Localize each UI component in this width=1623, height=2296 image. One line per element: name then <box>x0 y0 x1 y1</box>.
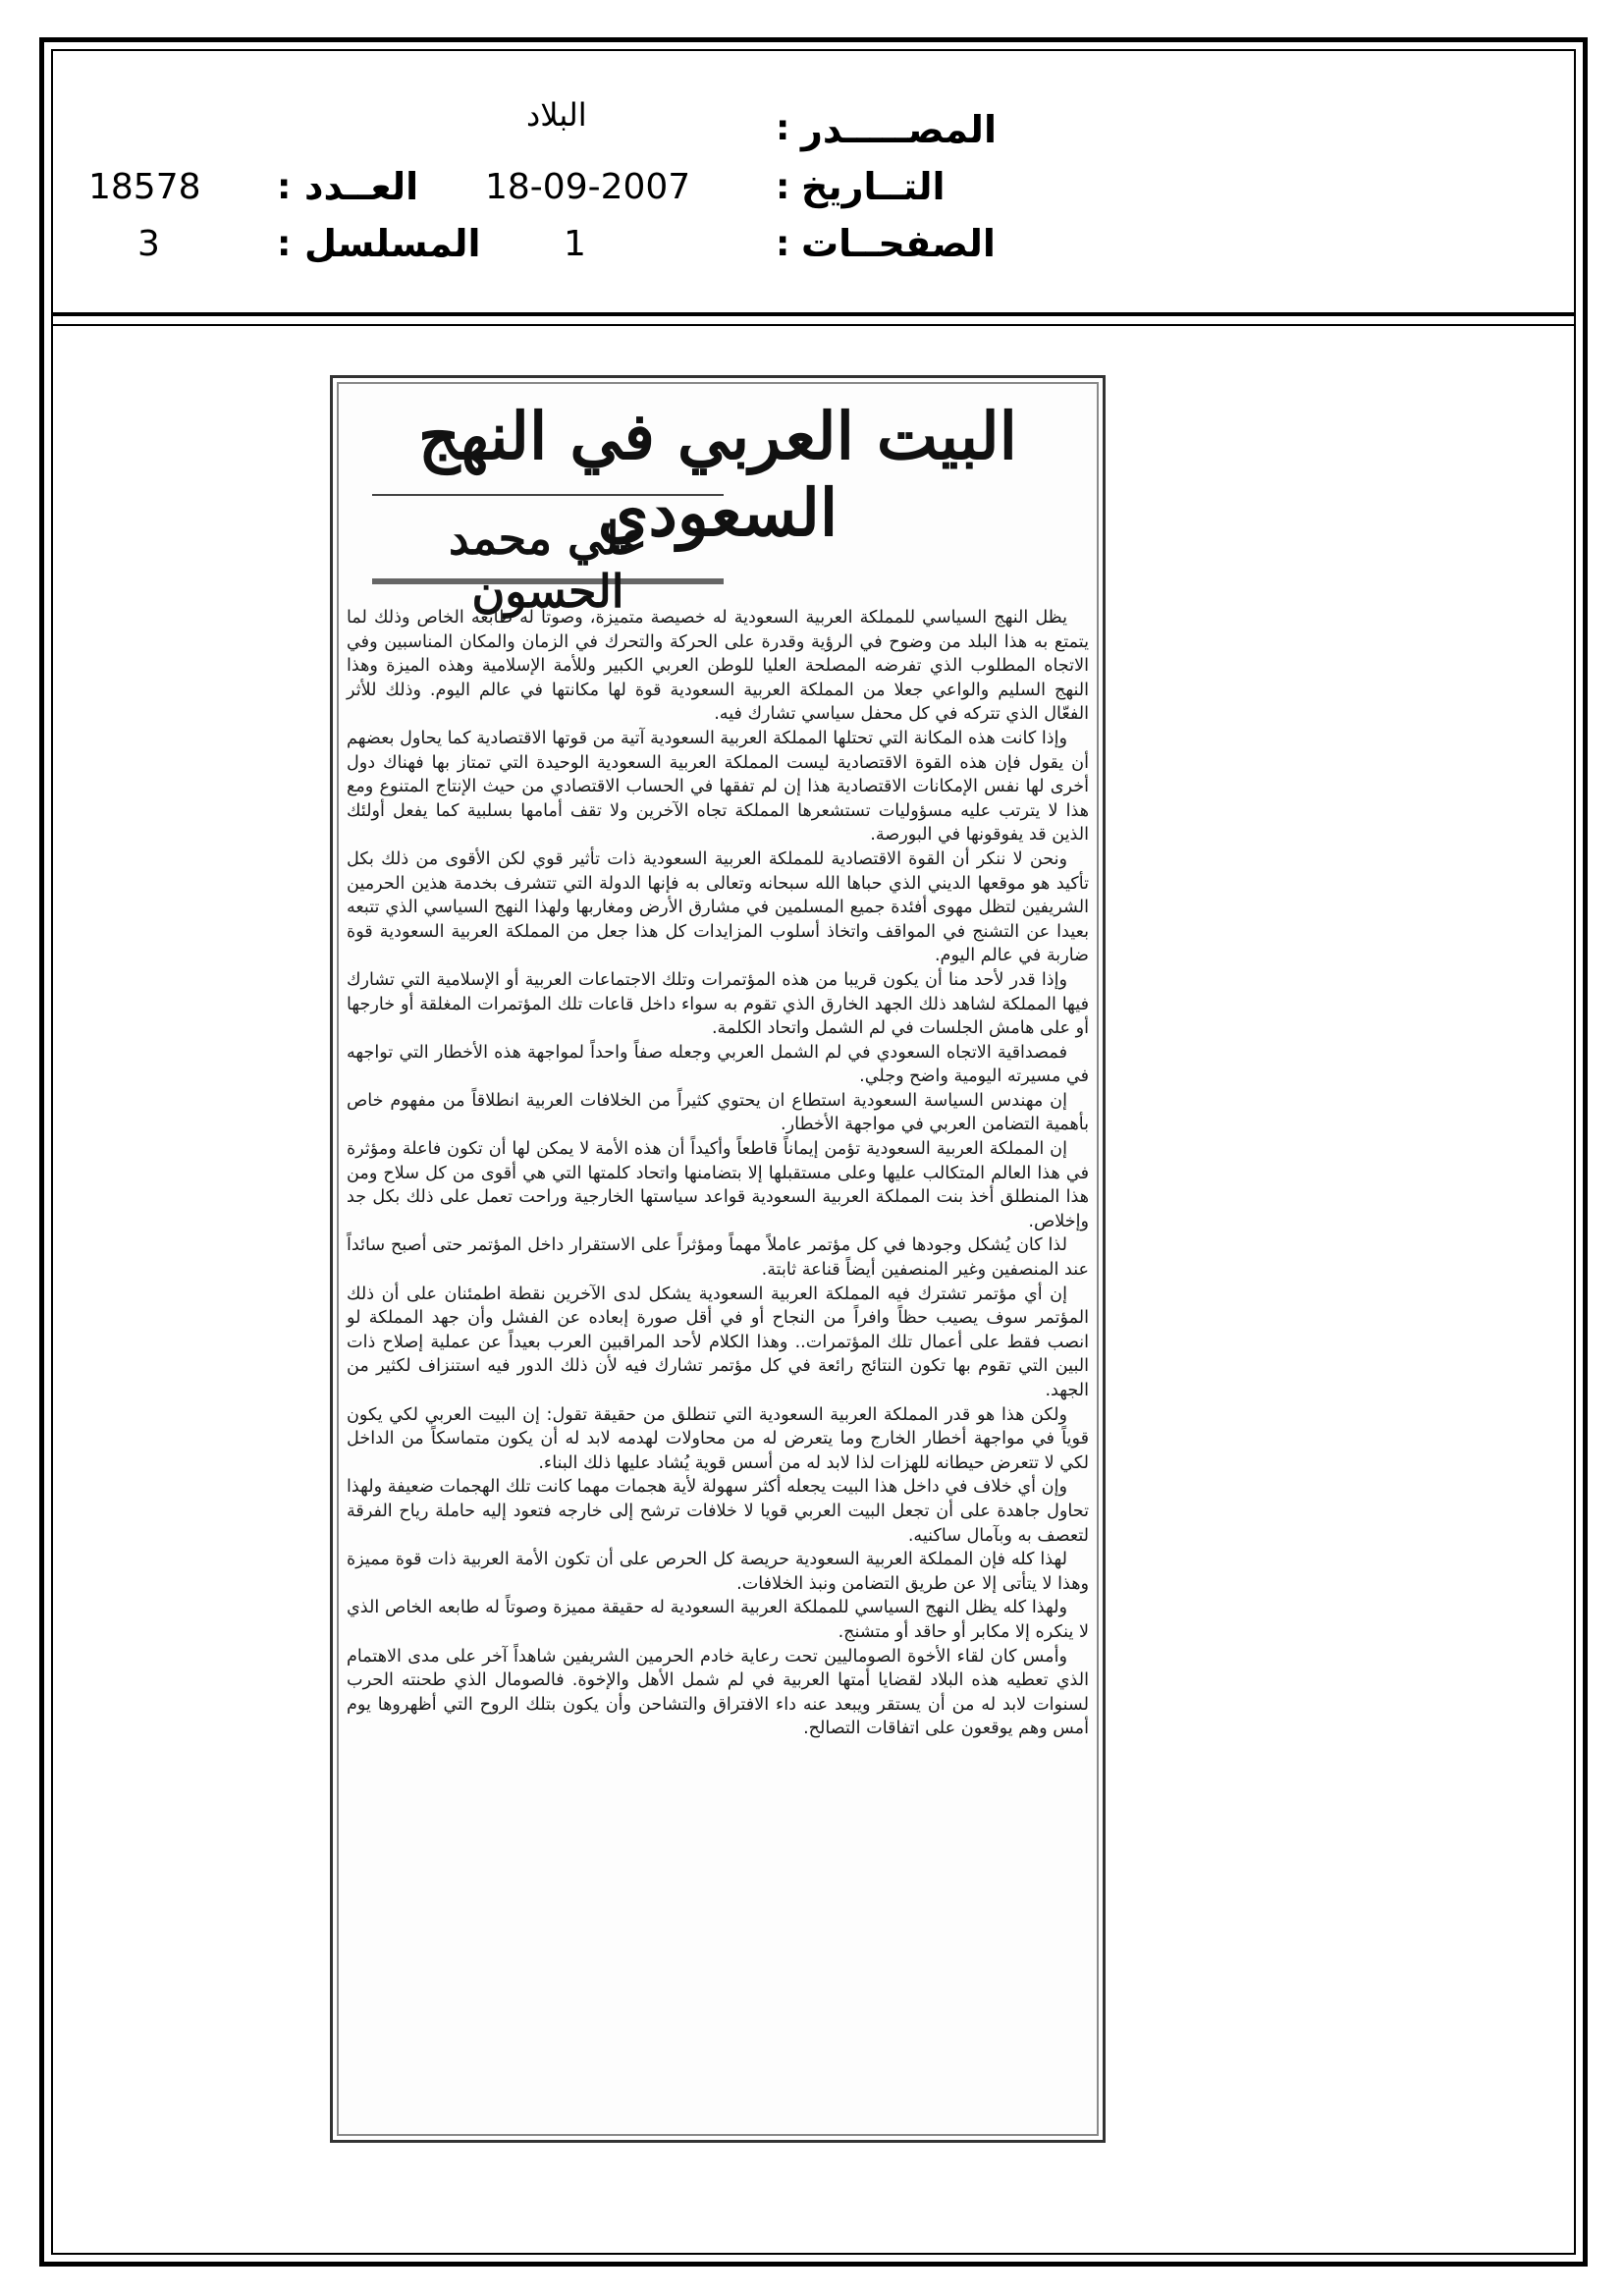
article-body <box>347 606 1089 2126</box>
serial-colon: : <box>277 224 292 264</box>
article-paragraph: فمصداقية الاتجاه السعودي في لم الشمل العربي وجعله صفاً واحداً لمواجهة هذه الأخطار التي تواجهه في مسيرته اليومية واضح وجلي. <box>347 1042 1089 1087</box>
newspaper-clipping <box>330 375 1106 2143</box>
source-colon: : <box>776 108 790 148</box>
pages-label: الصفحــات <box>801 222 996 265</box>
article-paragraph: وإذا قدر لأحد منا أن يكون قريبا من هذه المؤتمرات وتلك الاجتماعات العربية أو الإسلامية التي تشارك فيها المملكة لشاهد ذلك الجهد الخارق الذي تقوم به سواء داخل قاعات تلك المؤتمرات المغلقة أو خارجها أو على هامش الجلسات في لم الشمل واتحاد الكلمة. <box>347 969 1089 1039</box>
article-paragraph: ولكن هذا هو قدر المملكة العربية السعودية التي تنطلق من حقيقة تقول: إن البيت العربي لكي يكون قوياً في مواجهة أخطار الخارج وما يتعرض له من محاولات لهدمه لابد له أن يكون متماسكاً من الداخل لكي لا تتعرض حيطانه للهزات لذا لابد له من أسس قوية يُشاد عليها ذلك البناء. <box>347 1404 1089 1473</box>
issue-value: 18578 <box>88 167 201 207</box>
article-paragraph: يظل النهج السياسي للمملكة العربية السعودية له خصيصة متميزة، وصوتاً له طابعه الخاص وذلك لما يتمتع به هذا البلد من وضوح في الرؤية وقدرة على الحركة والتحرك في الزمان والمكان المناسبين وفي الاتجاه المطلوب الذي تفرضه المصلحة العليا للوطن العربي الكبير وللأمة الإسلامية وهذه الميزة وهذا النهج السليم والواعي جعلا من المملكة العربية السعودية قوة لها مكانتها في عالم اليوم. وذلك للأثر الفعّال الذي تتركه في كل محفل سياسي تشارك فيه. <box>347 608 1089 725</box>
issue-colon: : <box>277 167 292 207</box>
article-paragraph: إن مهندس السياسة السعودية استطاع ان يحتوي كثيراً من الخلافات العربية انطلاقاً من مفهوم خاص بأهمية التضامن العربي في مواجهة الأخطار. <box>347 1090 1089 1135</box>
header-separator <box>51 312 1576 326</box>
article-paragraph: ولهذا كله يظل النهج السياسي للمملكة العربية السعودية له حقيقة مميزة وصوتاً له طابعه الخاص الذي لا ينكره إلا مكابر أو حاقد أو متشنج. <box>347 1598 1089 1642</box>
source-label: المصـــــدر <box>801 108 997 151</box>
date-colon: : <box>776 167 790 207</box>
source-value: البلاد <box>526 96 587 134</box>
issue-label: العــدد <box>304 165 419 208</box>
date-label: التــاريخ <box>801 165 946 208</box>
article-paragraph: وإذا كانت هذه المكانة التي تحتلها المملكة العربية السعودية آتية من قوتها الاقتصادية كما يحاول بعضهم أن يقول فإن هذه القوة الاقتصادية ليست المملكة العربية السعودية الوحيدة التي تمتاز بها فهناك دول أخرى لها نفس الإمكانات الاقتصادية هذا إن لم تفقها في الحساب الاقتصادي من حيث الإنتاج المتنوع ومع هذا لا يترتب عليه مسؤوليات تستشعرها المملكة تجاه الآخرين ولا تقف أمامها بسلبية كما يفعل أولئك الذين قد يفوقونها في البورصة. <box>347 728 1089 846</box>
article-paragraph: إن أي مؤتمر تشترك فيه المملكة العربية السعودية يشكل لدى الآخرين نقطة اطمئنان على أن ذلك المؤتمر سوف يصيب حظاً وافراً من النجاح أو في أقل صورة إبعاده عن الفشل وأن جهد المملكة لو انصب فقط على أعمال تلك المؤتمرات.. وهذا الكلام لأحد المراقبين العرب بعيداً عن عملية إصلاح ذات البين التي تقوم بها تكون النتائج رائعة في كل مؤتمر تشارك فيه لأن ذلك الدور فيه استنزاف لكثير من الجهد. <box>347 1284 1089 1400</box>
article-paragraph: لهذا كله فإن المملكة العربية السعودية حريصة كل الحرص على أن تكون الأمة العربية ذات قوة مميزة وهذا لا يتأتى إلا عن طريق التضامن ونبذ الخلافات. <box>347 1550 1089 1594</box>
serial-value: 3 <box>137 224 160 264</box>
article-paragraph: ونحن لا ننكر أن القوة الاقتصادية للمملكة العربية السعودية ذات تأثير قوي لكن الأقوى من ذلك بكل تأكيد هو موقعها الديني الذي حباها الله سبحانه وتعالى به فإنها الدولة التي تتشرف بخدمة هذين الحرمين الشريفين لتظل مهوى أفئدة جميع المسلمين في مشارق الأرض ومغاربها ولهذا النهج السياسي الذي تتبعه بعيدا عن التشنج في المواقف واتخاذ أسلوب المزايدات كل هذا جعل من المملكة العربية السعودية قوة ضاربة في عالم اليوم. <box>347 848 1089 966</box>
pages-colon: : <box>776 224 790 264</box>
article-paragraph: إن المملكة العربية السعودية تؤمن إيماناً قاطعاً وأكيداً أن هذه الأمة لا يمكن لها أن تكون فاعلة ومؤثرة في هذا العالم المتكالب عليها وعلى مستقبلها إلا بتضامنها واتحاد كلمتها التي هي أقوى من كل سلاح ومن هذا المنطلق أخذ بنت المملكة العربية السعودية قواعد سياستها الخارجية وراحت تعمل على ذلك بكل جد وإخلاص. <box>347 1139 1089 1231</box>
pages-value: 1 <box>564 224 586 264</box>
article-paragraph: وإن أي خلاف في داخل هذا البيت يجعله أكثر سهولة لأية هجمات مهما كانت تلك الهجمات ضعيفة ولهذا تحاول جاهدة على أن تجعل البيت العربي قويا لا خلافات ترشح إلى خارجه فتعود إليه حاملة رياح الفرقة لتعصف به وبآمال ساكنيه. <box>347 1477 1089 1546</box>
article-title: البيت العربي في النهج السعودي <box>417 398 1018 551</box>
article-paragraph: وأمس كان لقاء الأخوة الصوماليين تحت رعاية خادم الحرمين الشريفين شاهداً آخر على مدى الاهتمام الذي تعطيه هذه البلاد لقضايا أمتها العربية في لم شمل الأهل والإخوة. فالصومال الذي طحنته الحرب لسنوات لابد له من أن يستقر ويبعد عنه داء الافتراق والتشاحن وأن يكون بتلك الروح التي أظهروها يوم أمس وهم يوقعون على اتفاقات التصالح. <box>347 1646 1089 1739</box>
author-box <box>372 494 724 618</box>
serial-label: المسلسل <box>304 222 481 265</box>
article-paragraph: لذا كان يُشكل وجودها في كل مؤتمر عاملاً مهماً ومؤثراً على الاستقرار داخل المؤتمر حتى أصبح سائداً عند المنصفين وغير المنصفين أيضاً قناعة ثابتة. <box>347 1235 1089 1281</box>
date-value: 18-09-2007 <box>485 167 691 207</box>
article-author: علي محمد الحسون <box>448 512 648 618</box>
